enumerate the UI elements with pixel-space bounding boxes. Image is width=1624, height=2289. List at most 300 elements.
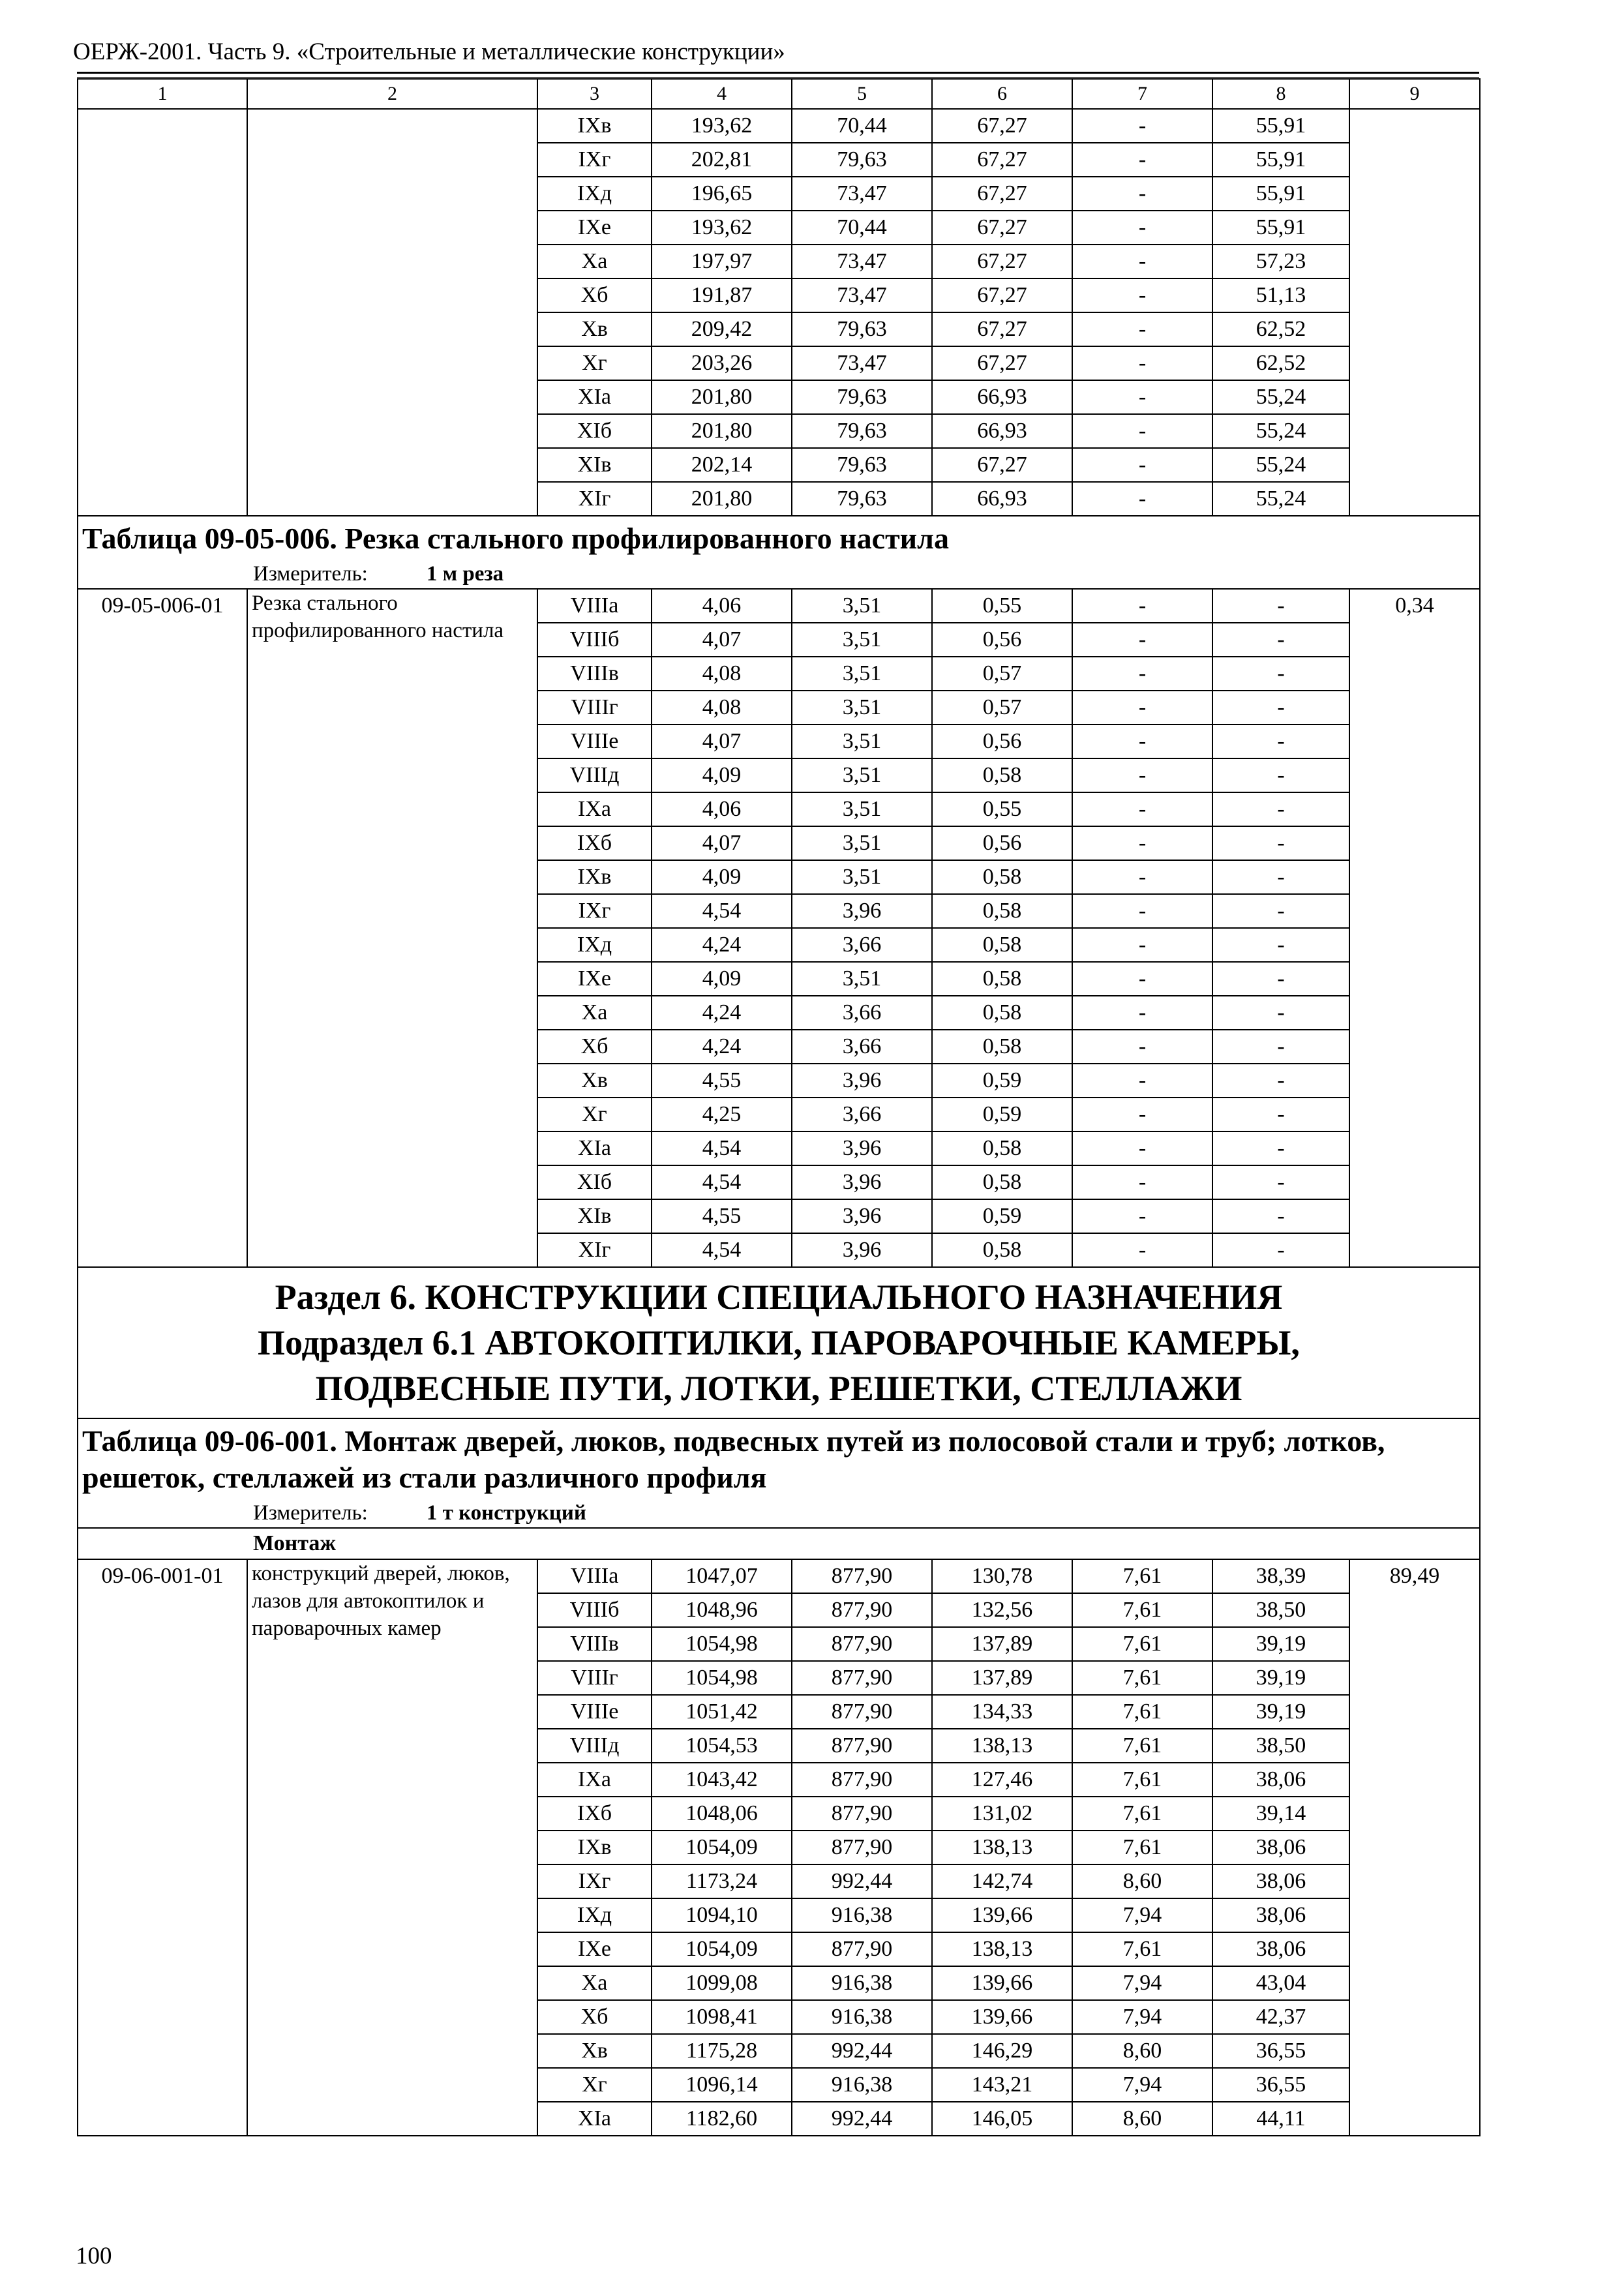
- region-code-cell: VIIIа: [537, 589, 652, 623]
- value-cell: -: [1072, 211, 1212, 245]
- value-cell: 79,63: [792, 448, 932, 482]
- value-cell: 7,61: [1072, 1695, 1212, 1729]
- value-cell: 73,47: [792, 245, 932, 278]
- value-cell: 196,65: [652, 177, 792, 211]
- value-cell: 7,61: [1072, 1627, 1212, 1661]
- header-rule-thin: [77, 77, 1479, 78]
- value-cell: 51,13: [1212, 278, 1349, 312]
- value-cell: 8,60: [1072, 2034, 1212, 2068]
- value-cell: 138,13: [932, 1729, 1072, 1763]
- region-code-cell: Xб: [537, 278, 652, 312]
- value-cell: -: [1072, 589, 1212, 623]
- value-cell: -: [1212, 894, 1349, 928]
- region-code-cell: Xв: [537, 2034, 652, 2068]
- running-title: ОЕРЖ-2001. Часть 9. «Строительные и металлические конструкции»: [73, 38, 785, 65]
- value-cell: 877,90: [792, 1695, 932, 1729]
- value-cell: 70,44: [792, 211, 932, 245]
- measure-row: [78, 560, 1480, 589]
- value-cell: 44,11: [1212, 2102, 1349, 2136]
- value-cell: 1182,60: [652, 2102, 792, 2136]
- value-cell: 79,63: [792, 312, 932, 346]
- value-cell: 1051,42: [652, 1695, 792, 1729]
- value-cell: 0,56: [932, 826, 1072, 860]
- value-cell: -: [1072, 1131, 1212, 1165]
- col-header: 2: [247, 79, 537, 109]
- value-cell: 79,63: [792, 143, 932, 177]
- value-cell: 1048,06: [652, 1797, 792, 1831]
- value-cell: 1099,08: [652, 1966, 792, 2000]
- value-cell: 916,38: [792, 1898, 932, 1932]
- col-header: 7: [1072, 79, 1212, 109]
- table-row: [78, 1559, 1480, 1593]
- value-cell: 1054,98: [652, 1661, 792, 1695]
- value-cell: 67,27: [932, 109, 1072, 143]
- value-cell: 4,06: [652, 792, 792, 826]
- value-cell: 3,51: [792, 792, 932, 826]
- value-cell: 62,52: [1212, 346, 1349, 380]
- region-code-cell: IXв: [537, 860, 652, 894]
- section-heading-row: [78, 1267, 1480, 1418]
- value-cell: 992,44: [792, 2102, 932, 2136]
- value-cell: -: [1212, 928, 1349, 962]
- value-cell: 992,44: [792, 2034, 932, 2068]
- value-cell: 201,80: [652, 380, 792, 414]
- value-cell: 3,66: [792, 928, 932, 962]
- region-code-cell: IXд: [537, 928, 652, 962]
- region-code-cell: Xа: [537, 1966, 652, 2000]
- value-cell: 79,63: [792, 380, 932, 414]
- code-cell: 09-05-006-01: [78, 589, 247, 1267]
- value-cell: 131,02: [932, 1797, 1072, 1831]
- value-cell: 67,27: [932, 211, 1072, 245]
- value-cell: 139,66: [932, 1966, 1072, 2000]
- value-cell: 877,90: [792, 1627, 932, 1661]
- value-cell: 201,80: [652, 414, 792, 448]
- value-cell: 67,27: [932, 448, 1072, 482]
- value-cell: -: [1072, 143, 1212, 177]
- value-cell: -: [1072, 1064, 1212, 1098]
- measure-value: 1 т конструкций: [426, 1501, 586, 1525]
- value-cell: 67,27: [932, 278, 1072, 312]
- value-cell: 38,06: [1212, 1763, 1349, 1797]
- region-code-cell: Xб: [537, 1030, 652, 1064]
- value-cell: 209,42: [652, 312, 792, 346]
- value-cell: -: [1072, 691, 1212, 725]
- region-code-cell: IXе: [537, 1932, 652, 1966]
- value-cell: -: [1212, 1030, 1349, 1064]
- region-code-cell: VIIIд: [537, 1729, 652, 1763]
- value-cell: -: [1072, 109, 1212, 143]
- value-cell: 3,51: [792, 657, 932, 691]
- table-title-row: [78, 516, 1480, 560]
- value-cell: -: [1072, 482, 1212, 516]
- value-cell: 0,58: [932, 758, 1072, 792]
- region-code-cell: XIа: [537, 1131, 652, 1165]
- value-cell: 0,56: [932, 623, 1072, 657]
- value-cell: 66,93: [932, 482, 1072, 516]
- region-code-cell: IXв: [537, 109, 652, 143]
- value-cell: -: [1072, 245, 1212, 278]
- value-cell: 73,47: [792, 278, 932, 312]
- region-code-cell: VIIIв: [537, 1627, 652, 1661]
- region-code-cell: XIв: [537, 448, 652, 482]
- region-code-cell: VIIIд: [537, 758, 652, 792]
- col9-cell: 0,34: [1349, 589, 1480, 1267]
- value-cell: -: [1072, 1165, 1212, 1199]
- value-cell: 142,74: [932, 1864, 1072, 1898]
- value-cell: 877,90: [792, 1593, 932, 1627]
- value-cell: -: [1072, 894, 1212, 928]
- value-cell: -: [1212, 657, 1349, 691]
- measure-cell: [78, 560, 1480, 589]
- value-cell: 79,63: [792, 482, 932, 516]
- value-cell: 4,08: [652, 657, 792, 691]
- value-cell: 139,66: [932, 1898, 1072, 1932]
- region-code-cell: VIIIг: [537, 1661, 652, 1695]
- page-number: 100: [76, 2243, 112, 2269]
- value-cell: -: [1072, 1098, 1212, 1131]
- value-cell: 4,08: [652, 691, 792, 725]
- section-heading: [78, 1267, 1480, 1418]
- value-cell: 0,55: [932, 792, 1072, 826]
- value-cell: 0,56: [932, 725, 1072, 758]
- value-cell: 3,96: [792, 894, 932, 928]
- value-cell: 0,58: [932, 860, 1072, 894]
- value-cell: 3,96: [792, 1199, 932, 1233]
- region-code-cell: Xа: [537, 245, 652, 278]
- value-cell: -: [1072, 826, 1212, 860]
- value-cell: 7,94: [1072, 2000, 1212, 2034]
- value-cell: 197,97: [652, 245, 792, 278]
- value-cell: -: [1072, 312, 1212, 346]
- value-cell: -: [1072, 346, 1212, 380]
- measure-label: Измеритель:: [253, 1501, 368, 1525]
- value-cell: 916,38: [792, 1966, 932, 2000]
- value-cell: 4,54: [652, 1233, 792, 1267]
- col-header: 6: [932, 79, 1072, 109]
- value-cell: 4,09: [652, 758, 792, 792]
- region-code-cell: IXг: [537, 143, 652, 177]
- value-cell: 137,89: [932, 1627, 1072, 1661]
- subheading-row: [78, 1528, 1480, 1559]
- value-cell: 132,56: [932, 1593, 1072, 1627]
- value-cell: 38,50: [1212, 1593, 1349, 1627]
- region-code-cell: IXа: [537, 792, 652, 826]
- value-cell: 138,13: [932, 1932, 1072, 1966]
- value-cell: 134,33: [932, 1695, 1072, 1729]
- value-cell: 36,55: [1212, 2068, 1349, 2102]
- value-cell: 4,24: [652, 996, 792, 1030]
- value-cell: 4,06: [652, 589, 792, 623]
- value-cell: 3,51: [792, 962, 932, 996]
- region-code-cell: IXа: [537, 1763, 652, 1797]
- region-code-cell: VIIIг: [537, 691, 652, 725]
- value-cell: 3,96: [792, 1165, 932, 1199]
- value-cell: 1098,41: [652, 2000, 792, 2034]
- value-cell: 877,90: [792, 1763, 932, 1797]
- value-cell: 4,55: [652, 1064, 792, 1098]
- value-cell: 0,58: [932, 962, 1072, 996]
- value-cell: 43,04: [1212, 1966, 1349, 2000]
- value-cell: 138,13: [932, 1831, 1072, 1864]
- value-cell: 3,96: [792, 1233, 932, 1267]
- value-cell: -: [1072, 1199, 1212, 1233]
- value-cell: 3,51: [792, 623, 932, 657]
- table-title: Таблица 09-06-001. Монтаж дверей, люков, подвесных путей из полосовой стали и труб; лотков, решеток, стеллажей из стали различного профиля: [78, 1418, 1480, 1499]
- value-cell: 1054,98: [652, 1627, 792, 1661]
- value-cell: 67,27: [932, 143, 1072, 177]
- value-cell: 877,90: [792, 1661, 932, 1695]
- value-cell: 0,57: [932, 691, 1072, 725]
- value-cell: 1048,96: [652, 1593, 792, 1627]
- region-code-cell: VIIIб: [537, 1593, 652, 1627]
- value-cell: 203,26: [652, 346, 792, 380]
- value-cell: 67,27: [932, 245, 1072, 278]
- value-cell: 916,38: [792, 2068, 932, 2102]
- value-cell: 67,27: [932, 346, 1072, 380]
- value-cell: 38,06: [1212, 1864, 1349, 1898]
- value-cell: 0,58: [932, 996, 1072, 1030]
- value-cell: -: [1072, 860, 1212, 894]
- value-cell: -: [1212, 962, 1349, 996]
- col9-cell: 89,49: [1349, 1559, 1480, 2136]
- value-cell: 202,81: [652, 143, 792, 177]
- col-header: 1: [78, 79, 247, 109]
- table-row: [78, 589, 1480, 623]
- value-cell: 0,58: [932, 1131, 1072, 1165]
- value-cell: 0,58: [932, 1233, 1072, 1267]
- region-code-cell: Xг: [537, 346, 652, 380]
- value-cell: 38,39: [1212, 1559, 1349, 1593]
- value-cell: 55,91: [1212, 211, 1349, 245]
- value-cell: 38,06: [1212, 1831, 1349, 1864]
- value-cell: 1054,09: [652, 1932, 792, 1966]
- region-code-cell: XIб: [537, 1165, 652, 1199]
- value-cell: 7,61: [1072, 1797, 1212, 1831]
- value-cell: 4,09: [652, 860, 792, 894]
- region-code-cell: IXб: [537, 1797, 652, 1831]
- col-header: 3: [537, 79, 652, 109]
- value-cell: 55,24: [1212, 482, 1349, 516]
- value-cell: -: [1212, 623, 1349, 657]
- value-cell: 0,58: [932, 894, 1072, 928]
- value-cell: 67,27: [932, 177, 1072, 211]
- value-cell: -: [1212, 1064, 1349, 1098]
- value-cell: 0,58: [932, 1165, 1072, 1199]
- value-cell: 1043,42: [652, 1763, 792, 1797]
- value-cell: 57,23: [1212, 245, 1349, 278]
- value-cell: 4,55: [652, 1199, 792, 1233]
- value-cell: 137,89: [932, 1661, 1072, 1695]
- measure-label: Измеритель:: [253, 562, 368, 586]
- region-code-cell: XIг: [537, 1233, 652, 1267]
- region-code-cell: IXв: [537, 1831, 652, 1864]
- value-cell: 7,94: [1072, 1966, 1212, 2000]
- value-cell: -: [1212, 996, 1349, 1030]
- value-cell: 4,54: [652, 1131, 792, 1165]
- value-cell: 39,19: [1212, 1661, 1349, 1695]
- col-header: 5: [792, 79, 932, 109]
- value-cell: 7,61: [1072, 1729, 1212, 1763]
- region-code-cell: XIа: [537, 380, 652, 414]
- section-heading-line: ПОДВЕСНЫЕ ПУТИ, ЛОТКИ, РЕШЕТКИ, СТЕЛЛАЖИ: [315, 1369, 1242, 1408]
- value-cell: 1054,09: [652, 1831, 792, 1864]
- value-cell: 3,66: [792, 1098, 932, 1131]
- value-cell: 66,93: [932, 380, 1072, 414]
- value-cell: 7,94: [1072, 1898, 1212, 1932]
- value-cell: 55,91: [1212, 143, 1349, 177]
- value-cell: 4,54: [652, 1165, 792, 1199]
- value-cell: 146,05: [932, 2102, 1072, 2136]
- region-code-cell: IXб: [537, 826, 652, 860]
- value-cell: -: [1212, 860, 1349, 894]
- value-cell: 8,60: [1072, 2102, 1212, 2136]
- value-cell: -: [1072, 996, 1212, 1030]
- region-code-cell: XIа: [537, 2102, 652, 2136]
- value-cell: 55,24: [1212, 414, 1349, 448]
- value-cell: 67,27: [932, 312, 1072, 346]
- region-code-cell: Xб: [537, 2000, 652, 2034]
- value-cell: 1054,53: [652, 1729, 792, 1763]
- value-cell: 4,54: [652, 894, 792, 928]
- value-cell: -: [1212, 1165, 1349, 1199]
- value-cell: 7,61: [1072, 1559, 1212, 1593]
- description-cell: Резка стального профилированного настила: [247, 589, 537, 1267]
- value-cell: 877,90: [792, 1559, 932, 1593]
- measure-value: 1 м реза: [426, 562, 504, 586]
- value-cell: 3,51: [792, 589, 932, 623]
- value-cell: -: [1072, 448, 1212, 482]
- region-code-cell: VIIIб: [537, 623, 652, 657]
- value-cell: -: [1212, 725, 1349, 758]
- value-cell: -: [1072, 177, 1212, 211]
- value-cell: 193,62: [652, 109, 792, 143]
- value-cell: 38,06: [1212, 1932, 1349, 1966]
- value-cell: 916,38: [792, 2000, 932, 2034]
- value-cell: 55,24: [1212, 448, 1349, 482]
- value-cell: 39,14: [1212, 1797, 1349, 1831]
- value-cell: 0,58: [932, 928, 1072, 962]
- value-cell: 7,61: [1072, 1932, 1212, 1966]
- code-cell: [78, 109, 247, 516]
- value-cell: 62,52: [1212, 312, 1349, 346]
- value-cell: -: [1072, 623, 1212, 657]
- value-cell: 201,80: [652, 482, 792, 516]
- value-cell: -: [1212, 792, 1349, 826]
- value-cell: -: [1072, 1233, 1212, 1267]
- value-cell: 139,66: [932, 2000, 1072, 2034]
- value-cell: 4,07: [652, 623, 792, 657]
- region-code-cell: VIIIе: [537, 1695, 652, 1729]
- value-cell: 130,78: [932, 1559, 1072, 1593]
- code-cell: 09-06-001-01: [78, 1559, 247, 2136]
- region-code-cell: XIг: [537, 482, 652, 516]
- value-cell: 1173,24: [652, 1864, 792, 1898]
- value-cell: 3,66: [792, 996, 932, 1030]
- value-cell: 143,21: [932, 2068, 1072, 2102]
- value-cell: 4,25: [652, 1098, 792, 1131]
- value-cell: 4,24: [652, 928, 792, 962]
- value-cell: 7,61: [1072, 1831, 1212, 1864]
- column-header-row: [78, 79, 1480, 109]
- value-cell: 3,51: [792, 691, 932, 725]
- description-cell: [247, 109, 537, 516]
- region-code-cell: VIIIв: [537, 657, 652, 691]
- value-cell: 146,29: [932, 2034, 1072, 2068]
- region-code-cell: VIIIа: [537, 1559, 652, 1593]
- value-cell: 3,51: [792, 860, 932, 894]
- value-cell: 55,24: [1212, 380, 1349, 414]
- value-cell: -: [1212, 691, 1349, 725]
- value-cell: 193,62: [652, 211, 792, 245]
- value-cell: 3,51: [792, 758, 932, 792]
- value-cell: -: [1072, 278, 1212, 312]
- region-code-cell: Xв: [537, 312, 652, 346]
- header-rule: [77, 72, 1479, 74]
- value-cell: 7,94: [1072, 2068, 1212, 2102]
- value-cell: 39,19: [1212, 1627, 1349, 1661]
- value-cell: 55,91: [1212, 177, 1349, 211]
- value-cell: -: [1072, 792, 1212, 826]
- value-cell: 8,60: [1072, 1864, 1212, 1898]
- value-cell: 38,50: [1212, 1729, 1349, 1763]
- region-code-cell: Xв: [537, 1064, 652, 1098]
- value-cell: 0,58: [932, 1030, 1072, 1064]
- value-cell: 1175,28: [652, 2034, 792, 2068]
- value-cell: 36,55: [1212, 2034, 1349, 2068]
- value-cell: 0,59: [932, 1199, 1072, 1233]
- value-cell: -: [1212, 758, 1349, 792]
- value-cell: 1047,07: [652, 1559, 792, 1593]
- value-cell: 191,87: [652, 278, 792, 312]
- value-cell: 7,61: [1072, 1593, 1212, 1627]
- value-cell: -: [1212, 826, 1349, 860]
- value-cell: 79,63: [792, 414, 932, 448]
- value-cell: 992,44: [792, 1864, 932, 1898]
- value-cell: 38,06: [1212, 1898, 1349, 1932]
- region-code-cell: XIб: [537, 414, 652, 448]
- region-code-cell: IXе: [537, 962, 652, 996]
- value-cell: 877,90: [792, 1729, 932, 1763]
- section-heading-line: Раздел 6. КОНСТРУКЦИИ СПЕЦИАЛЬНОГО НАЗНАЧЕНИЯ: [275, 1278, 1283, 1317]
- value-cell: 877,90: [792, 1831, 932, 1864]
- col-header: 4: [652, 79, 792, 109]
- region-code-cell: XIв: [537, 1199, 652, 1233]
- value-cell: -: [1072, 657, 1212, 691]
- table-title: Таблица 09-05-006. Резка стального профилированного настила: [78, 516, 1480, 560]
- value-cell: 877,90: [792, 1932, 932, 1966]
- measure-row: [78, 1499, 1480, 1528]
- value-cell: 1094,10: [652, 1898, 792, 1932]
- value-cell: 3,96: [792, 1064, 932, 1098]
- measure-cell: [78, 1499, 1480, 1528]
- region-code-cell: IXг: [537, 1864, 652, 1898]
- value-cell: 0,59: [932, 1098, 1072, 1131]
- value-cell: -: [1212, 1098, 1349, 1131]
- value-cell: 42,37: [1212, 2000, 1349, 2034]
- region-code-cell: IXд: [537, 177, 652, 211]
- value-cell: 4,24: [652, 1030, 792, 1064]
- value-cell: -: [1072, 1030, 1212, 1064]
- col9-cell: [1349, 109, 1480, 516]
- table-title-row: [78, 1418, 1480, 1499]
- value-cell: 73,47: [792, 346, 932, 380]
- value-cell: -: [1072, 962, 1212, 996]
- value-cell: -: [1072, 414, 1212, 448]
- value-cell: 39,19: [1212, 1695, 1349, 1729]
- value-cell: 3,51: [792, 826, 932, 860]
- region-code-cell: Xг: [537, 2068, 652, 2102]
